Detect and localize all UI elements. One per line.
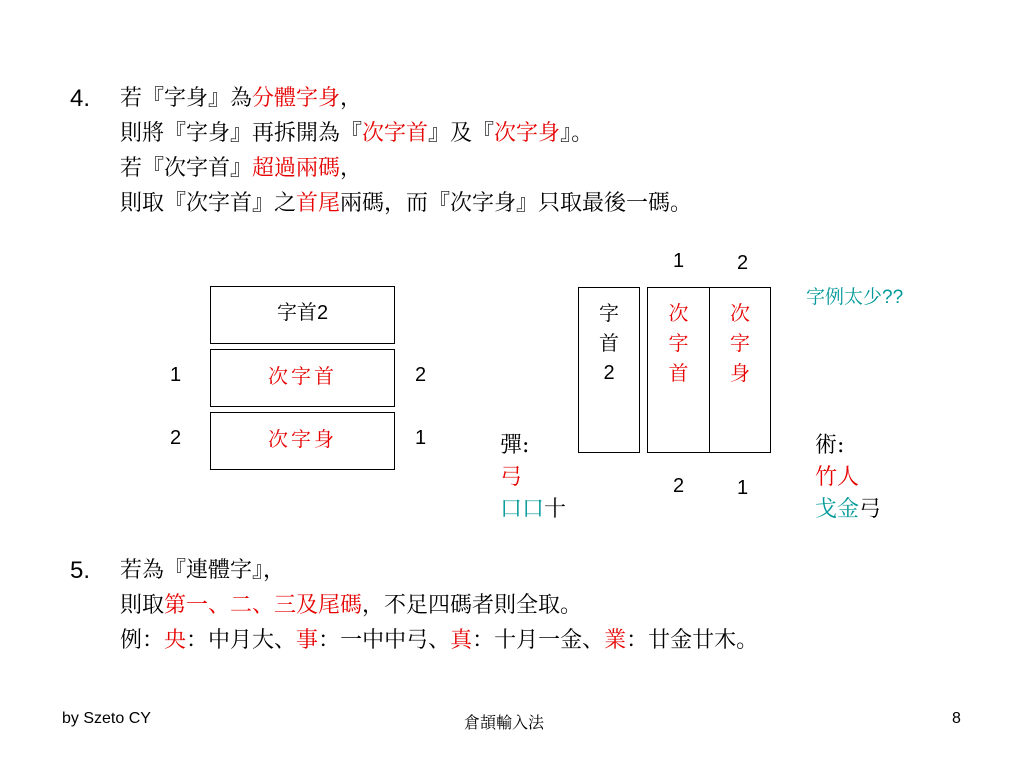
section-5-line-2: 則取第一、二、三及尾碼，不足四碼者則全取。 [120, 593, 583, 618]
page-number: 8 [952, 710, 961, 727]
top-num-2: 2 [737, 252, 749, 274]
column-sub-zishen: 次 字 身 [709, 287, 771, 453]
example-dan-line-1: 弓 [500, 465, 523, 490]
top-num-1: 1 [673, 250, 685, 272]
section-4-line-2: 則將『字身』再拆開為『次字首』及『次字身』。 [120, 121, 594, 146]
example-shu-title: 術: [815, 433, 845, 458]
box-sub-zishen: 次字身 [210, 412, 395, 470]
example-shu-line-1: 竹人 [815, 465, 860, 490]
box-sub-zishou: 次字首 [210, 349, 395, 407]
section-4-number: 4. [70, 85, 91, 112]
note-too-few-examples: 字例太少?? [806, 286, 904, 308]
section-4-line-3: 若『次字首』超過兩碼， [120, 156, 363, 181]
footer-title: 倉頡輸入法 [464, 713, 545, 732]
example-dan [500, 430, 566, 526]
label-bottom-right: 1 [415, 427, 427, 449]
example-dan-title: 彈: [500, 433, 530, 458]
bottom-num-2: 2 [673, 475, 685, 497]
example-shu [815, 430, 881, 526]
example-shu-line-2: 戈金弓 [815, 497, 882, 522]
example-dan-line-2: 口口十 [500, 497, 567, 522]
label-mid-right: 2 [415, 364, 427, 386]
footer-author: by Szeto CY [62, 710, 151, 727]
section-4-line-1: 若『字身』為分體字身， [120, 86, 363, 111]
label-bottom-left: 2 [170, 427, 182, 449]
section-5-line-1: 若為『連體字』， [120, 558, 286, 583]
bottom-num-1: 1 [737, 477, 749, 499]
column-zishou-2: 字 首 2 [578, 287, 640, 453]
section-5-number: 5. [70, 557, 91, 584]
column-sub-zishou: 次 字 首 [647, 287, 710, 453]
section-5-line-3: 例：央：中月大、事：一中中弓、真：十月一金、業：廿金廿木。 [120, 628, 759, 653]
label-mid-left: 1 [170, 364, 182, 386]
section-4-line-4: 則取『次字首』之首尾兩碼，而『次字身』只取最後一碼。 [120, 191, 693, 216]
box-zishou-2: 字首2 [210, 286, 395, 344]
